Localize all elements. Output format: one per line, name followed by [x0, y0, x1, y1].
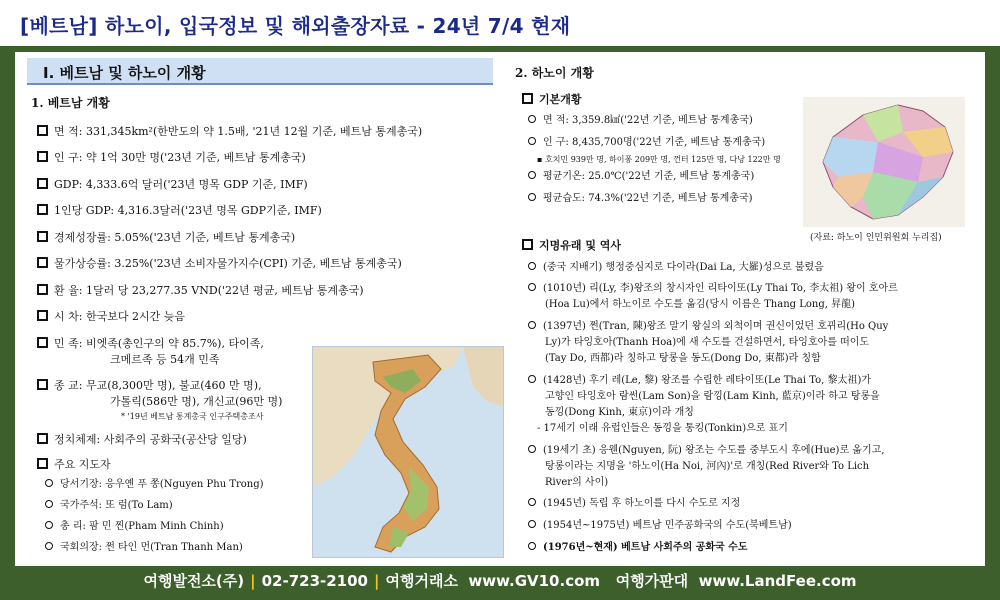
checkbox-icon — [37, 284, 48, 295]
section-title: Ⅰ. 베트남 및 하노이 개황 — [43, 64, 206, 82]
leader-item: 국가주석: 또 럼(To Lam) — [45, 498, 173, 513]
bullet-circle-icon — [528, 137, 536, 145]
religion-item: 종 교: 무교(8,300만 명), 불교(460 만 명), — [37, 378, 262, 393]
hanoi-map-image — [803, 97, 965, 227]
history-item: (1945년) 독립 후 하노이를 다시 수도로 지정 — [528, 496, 740, 511]
separator: | — [250, 572, 256, 590]
checkbox-icon — [37, 125, 48, 136]
vietnam-map-graphic — [313, 347, 504, 558]
bullet-circle-icon — [528, 283, 536, 291]
page-title: [베트남] 하노이, 입국정보 및 해외출장자료 - 24년 7/4 현재 — [20, 14, 571, 38]
market-label: 여행가판대 — [615, 572, 689, 590]
history-item-cont: Ly)가 타잉호아(Thanh Hoa)에 새 수도를 건설하면서, 타잉호아를 떠이도 — [545, 337, 870, 348]
phone-number: 02-723-2100 — [261, 572, 368, 590]
checkbox-icon — [37, 458, 48, 469]
checkbox-icon — [37, 178, 48, 189]
checkbox-icon — [37, 231, 48, 242]
history-item-cont: 동낑(Dong Kinh, 東京)이라 개칭 — [545, 407, 694, 418]
leader-item: 총 리: 팜 민 찐(Pham Minh Chinh) — [45, 519, 224, 534]
separator: | — [374, 572, 380, 590]
bullet-circle-icon — [528, 445, 536, 453]
hanoi-map-graphic — [803, 97, 965, 227]
checkbox-icon — [37, 204, 48, 215]
map-caption: (자료: 하노이 인민위원회 누리집) — [810, 233, 942, 243]
religion-note: * '19년 베트남 통계총국 인구주택총조사 — [121, 412, 264, 421]
climate-item: 평균기온: 25.0℃('22년 기준, 베트남 통계총국) — [528, 169, 754, 184]
ethnic-item-cont: 크메르족 등 54개 민족 — [110, 353, 220, 366]
bullet-circle-icon — [45, 500, 53, 508]
checkbox-icon — [37, 310, 48, 321]
checkbox-icon — [522, 93, 533, 104]
document-page — [15, 52, 985, 566]
bullet-circle-icon — [528, 193, 536, 201]
bullet-circle-icon — [528, 115, 536, 123]
history-item: (중국 지배기) 행정중심지로 다이라(Dai La, 大羅)성으로 불렸음 — [528, 260, 824, 275]
leader-item: 국회의장: 쩐 타인 먼(Tran Thanh Man) — [45, 540, 243, 555]
religion-item-cont: 가톨릭(586만 명), 개신교(96만 명) — [110, 395, 283, 408]
history-item: (1976년~현재) 베트남 사회주의 공화국 수도 — [528, 540, 748, 555]
climate-item: 평균습도: 74.3%('22년 기준, 베트남 통계총국) — [528, 191, 753, 206]
overview-item: 면 적: 331,345km²(한반도의 약 1.5배, '21년 12월 기준, 베트남 통계총국) — [37, 124, 422, 139]
leaders-heading: 주요 지도자 — [37, 457, 111, 472]
bullet-circle-icon — [528, 542, 536, 550]
exchange-link[interactable]: www.GV10.com — [468, 572, 601, 590]
history-heading: 지명유래 및 역사 — [522, 238, 621, 253]
basic-heading: 기본개황 — [522, 92, 582, 107]
bullet-circle-icon — [528, 262, 536, 270]
company-name: 여행발전소(주) — [143, 572, 245, 590]
leader-item: 당서기장: 응우옌 푸 쫑(Nguyen Phu Trong) — [45, 477, 264, 492]
bullet-circle-icon — [528, 171, 536, 179]
title-bar — [0, 0, 1000, 48]
overview-item: 1인당 GDP: 4,316.3달러('23년 명목 GDP기준, IMF) — [37, 203, 322, 218]
history-item-cont: 고향인 타잉호아 람썬(Lam Son)을 람낑(Lam Kinh, 藍京)이라 하고 탕롱을 — [545, 391, 880, 402]
history-item: (1397년) 쩐(Tran, 陳)왕조 말기 왕실의 외척이며 권신이었던 호뀌리(Ho Quy — [528, 319, 888, 334]
basic-item: 면 적: 3,359.8㎢('22년 기준, 베트남 통계총국) — [528, 113, 753, 128]
bullet-circle-icon — [528, 321, 536, 329]
market-link[interactable]: www.LandFee.com — [698, 572, 857, 590]
overview-item: 인 구: 약 1억 30만 명('23년 기준, 베트남 통계총국) — [37, 150, 306, 165]
history-item-cont: (Hoa Lu)에서 하노이로 수도를 옮김(당시 이름은 Thang Long, 昇龍) — [545, 299, 855, 310]
vietnam-map-image — [312, 346, 504, 558]
checkbox-icon — [37, 379, 48, 390]
overview-item: 물가상승률: 3.25%('23년 소비자물가지수(CPI) 기준, 베트남 통계총국) — [37, 256, 402, 271]
exchange-label: 여행거래소 — [385, 572, 458, 590]
footer-bar — [0, 570, 1000, 600]
checkbox-icon — [37, 257, 48, 268]
overview-item: 시 차: 한국보다 2시간 늦음 — [37, 309, 185, 324]
history-sub-note: - 17세기 이래 유럽인들은 동낑을 통킹(Tonkin)으로 표기 — [537, 423, 788, 434]
checkbox-icon — [37, 337, 48, 348]
history-item-cont: (Tay Do, 西都)라 칭하고 탕롱을 동도(Dong Do, 東都)라 칭함 — [545, 353, 821, 364]
bullet-circle-icon — [528, 375, 536, 383]
history-item: (1428년) 후기 레(Le, 黎) 왕조를 수립한 레타이또(Le Thai To, 黎太祖)가 — [528, 373, 871, 388]
overview-item: GDP: 4,333.6억 달러('23년 명목 GDP 기준, IMF) — [37, 177, 308, 192]
overview-item: 환 율: 1달러 당 23,277.35 VND('22년 평균, 베트남 통계총국) — [37, 283, 364, 298]
hanoi-overview-heading: 2. 하노이 개황 — [515, 66, 594, 80]
bullet-circle-icon — [45, 479, 53, 487]
ethnic-item: 민 족: 비엣족(총인구의 약 85.7%), 타이족, — [37, 336, 264, 351]
basic-note: ▪ 호치민 939만 명, 하이퐁 209만 명, 껀터 125만 명, 다낭 122만 명 — [537, 155, 781, 164]
checkbox-icon — [37, 433, 48, 444]
bullet-circle-icon — [528, 498, 536, 506]
vietnam-overview-heading: 1. 베트남 개황 — [31, 96, 110, 110]
politics-item: 정치체제: 사회주의 공화국(공산당 일당) — [37, 432, 247, 447]
history-item: (19세기 초) 응웬(Nguyen, 阮) 왕조는 수도를 중부도시 후에(Hue)로 옮기고, — [528, 443, 884, 458]
bullet-circle-icon — [528, 520, 536, 528]
checkbox-icon — [522, 239, 533, 250]
bullet-circle-icon — [45, 521, 53, 529]
history-item-cont: River의 사이) — [545, 477, 609, 488]
bullet-circle-icon — [45, 542, 53, 550]
history-item-cont: 탕롱이라는 지명을 '하노이(Ha Noi, 河內)'로 개칭(Red River와 To Lich — [545, 461, 870, 472]
basic-item: 인 구: 8,435,700명('22년 기준, 베트남 통계총국) — [528, 135, 765, 150]
overview-item: 경제성장률: 5.05%('23년 기준, 베트남 통계총국) — [37, 230, 295, 245]
history-item: (1954년~1975년) 베트남 민주공화국의 수도(북베트남) — [528, 518, 792, 533]
section-header — [27, 58, 493, 85]
history-item: (1010년) 리(Ly, 李)왕조의 창시자인 리타이또(Ly Thai To, 李太祖) 왕이 호아르 — [528, 281, 898, 296]
checkbox-icon — [37, 151, 48, 162]
